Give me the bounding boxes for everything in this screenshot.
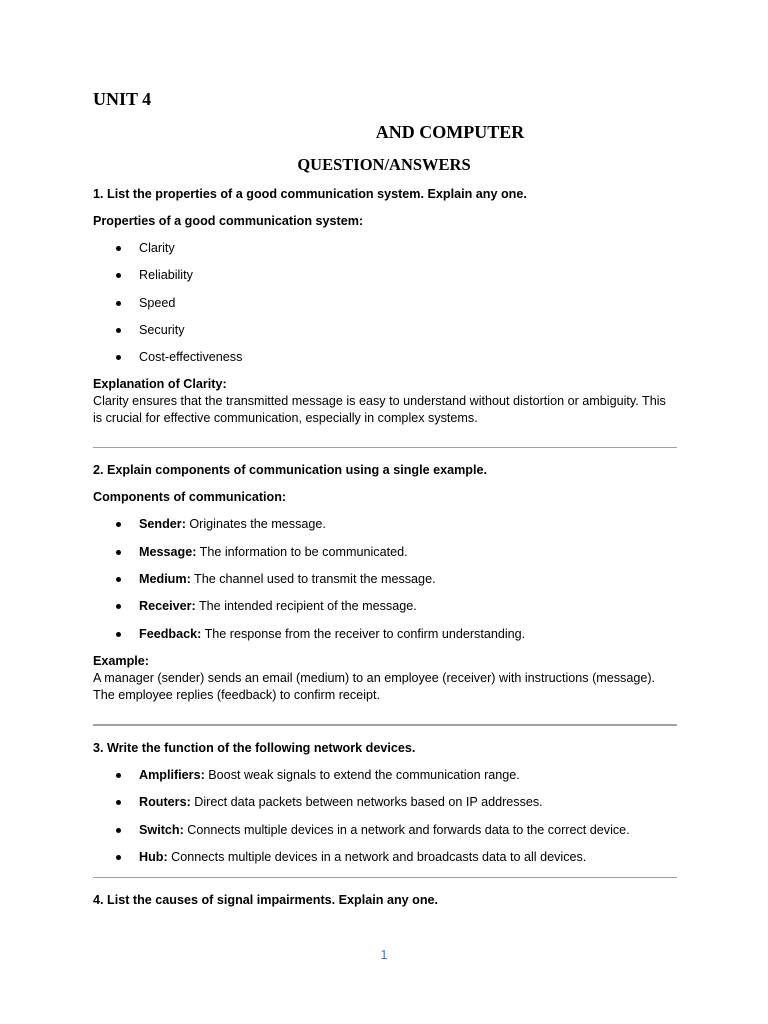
list-item-term: Routers: [139, 795, 191, 810]
list-item-text: Cost-effectiveness [139, 350, 243, 365]
list-item-text: Speed [139, 295, 176, 310]
document-body [93, 186, 677, 919]
list-item-desc: Direct data packets between networks based on IP addresses. [190, 795, 543, 810]
question-3-section [93, 740, 677, 866]
example-title: Example: [93, 653, 149, 668]
list-item [93, 295, 677, 312]
list-item-term: Feedback: [139, 626, 202, 641]
list-item-text: Reliability [139, 268, 193, 283]
example-text: A manager (sender) sends an email (medium) to an employee (receiver) with instructions (message). The employee replies (feedback) to confirm receipt. [93, 670, 656, 702]
section-divider [93, 877, 677, 878]
document-title: AND COMPUTER [375, 122, 525, 142]
list-item-term: Message: [139, 544, 197, 559]
list-item [93, 349, 677, 366]
list-item [93, 626, 677, 643]
section-divider [93, 724, 677, 726]
question-2-subheading: Components of communication: [93, 490, 287, 505]
list-item [93, 794, 677, 811]
network-devices-list [93, 767, 677, 866]
list-item-term: Amplifiers: [139, 767, 205, 782]
list-item [93, 240, 677, 257]
list-item-text: Clarity [139, 241, 175, 255]
list-item [93, 322, 677, 339]
components-list [93, 516, 677, 642]
explanation-text: Clarity ensures that the transmitted message is easy to understand without distortion or ambiguity. This is crucial for effective communication, especially in complex systems. [93, 394, 666, 426]
page-number: 1 [380, 948, 388, 962]
list-item [93, 767, 677, 784]
list-item [93, 544, 677, 561]
list-item-desc: The intended recipient of the message. [195, 599, 417, 614]
explanation-title: Explanation of Clarity: [93, 377, 227, 392]
list-item-term: Switch: [139, 822, 184, 837]
list-item-desc: Connects multiple devices in a network and forwards data to the correct device. [183, 822, 630, 837]
properties-list [93, 240, 677, 366]
list-item-desc: Connects multiple devices in a network and broadcasts data to all devices. [167, 849, 587, 864]
question-1-subheading: Properties of a good communication system: [93, 214, 364, 228]
list-item [93, 267, 677, 284]
list-item-desc: The information to be communicated. [196, 544, 408, 559]
list-item-text: Security [139, 322, 185, 337]
list-item-desc: The channel used to transmit the message. [190, 572, 436, 587]
section-divider [93, 447, 677, 448]
list-item [93, 516, 677, 533]
list-item-term: Hub: [139, 849, 168, 864]
question-4: 4. List the causes of signal impairments. Explain any one. [93, 892, 439, 907]
list-item [93, 822, 677, 839]
question-3: 3. Write the function of the following network devices. [93, 740, 416, 755]
list-item-term: Receiver: [139, 599, 196, 614]
question-4-section [93, 892, 677, 909]
list-item [93, 849, 677, 866]
document-subtitle: QUESTION/ANSWERS [297, 155, 471, 174]
list-item-term: Medium: [139, 572, 191, 587]
list-item [93, 598, 677, 615]
question-1-section [93, 186, 677, 427]
list-item [93, 571, 677, 588]
question-1: 1. List the properties of a good communication system. Explain any one. [93, 187, 527, 201]
question-2: 2. Explain components of communication using a single example. [93, 463, 487, 478]
unit-heading: UNIT 4 [93, 89, 152, 109]
list-item-desc: The response from the receiver to confirm understanding. [201, 626, 526, 641]
list-item-desc: Boost weak signals to extend the communication range. [204, 767, 520, 782]
list-item-desc: Originates the message. [185, 517, 326, 532]
list-item-term: Sender: [139, 517, 186, 532]
question-2-section [93, 462, 677, 703]
